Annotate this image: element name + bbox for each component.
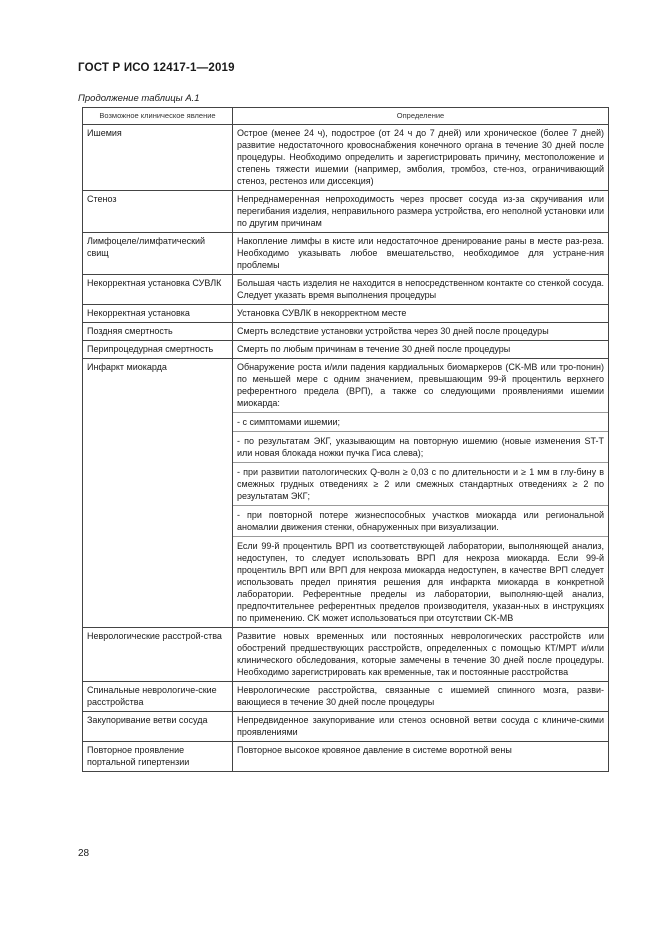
event-definition — [233, 125, 609, 191]
event-definition — [233, 359, 609, 628]
clinical-events-table — [82, 107, 609, 772]
definition-paragraph: Накопление лимфы в кисте или недостаточное дренирование раны в месте раз-реза. Необходимо указывать любое вмешательство, необходимое для устране-ния проблемы — [237, 236, 604, 270]
table-header-row — [83, 108, 609, 125]
table-row — [83, 125, 609, 191]
event-term: Поздняя смертность — [83, 323, 233, 341]
event-term: Спинальные неврологиче-ские расстройства — [83, 682, 233, 712]
event-term: Стеноз — [83, 191, 233, 233]
event-definition — [233, 323, 609, 341]
document-header: ГОСТ Р ИСО 12417-1—2019 — [78, 62, 235, 74]
page-number: 28 — [78, 848, 90, 859]
table-row — [83, 359, 609, 628]
event-term: Закупоривание ветви сосуда — [83, 712, 233, 742]
event-definition — [233, 682, 609, 712]
event-term: Повторное проявление портальной гипертензии — [83, 742, 233, 772]
definition-paragraph: Большая часть изделия не находится в непосредственном контакте со стенкой сосуда. Следует указать время выполнения процедуры — [237, 278, 604, 300]
event-term: Некорректная установка — [83, 305, 233, 323]
event-definition — [233, 233, 609, 275]
definition-paragraph: Непреднамеренная непроходимость через просвет сосуда из-за скручивания или перегибания изделия, неправильного размера устройства, его неполной установки или по другим причинам — [237, 194, 604, 228]
table-body — [83, 125, 609, 772]
definition-paragraph: - при повторной потере жизнеспособных участков миокарда или региональной аномалии движения стенки, обнаруженных при визуализации. — [237, 510, 604, 532]
definition-paragraph: - при развитии патологических Q-волн ≥ 0,03 с по длительности и ≥ 1 мм в глу-бину в смежных грудных отведениях ≥ 2 или смежных стандартных отведениях ≥ 2 по результатам ЭКГ; — [237, 467, 604, 501]
table-row — [83, 742, 609, 772]
table-row — [83, 275, 609, 305]
paragraph-separator — [233, 505, 608, 506]
table-row — [83, 682, 609, 712]
event-definition — [233, 712, 609, 742]
definition-paragraph: Обнаружение роста и/или падения кардиальных биомаркеров (CK-MB или тро-понин) по меньшей мере с одним значением, превышающим 99-й процентиль верхнего референтного предела (ВРП), а также со следующими проявлениями ишемии миокарда: — [237, 362, 604, 408]
table-row — [83, 628, 609, 682]
table-row — [83, 712, 609, 742]
definition-paragraph: Смерть вследствие установки устройства через 30 дней после процедуры — [237, 326, 549, 336]
definition-paragraph: Установка СУВЛК в некорректном месте — [237, 308, 407, 318]
paragraph-separator — [233, 412, 608, 413]
event-definition — [233, 275, 609, 305]
definition-paragraph: Повторное высокое кровяное давление в системе воротной вены — [237, 745, 512, 755]
definition-paragraph: Развитие новых временных или постоянных неврологических расстройств или обострений предшествующих расстройств, определенных с помощью КТ/МРТ и/или клинического обследования, которые замечены в течение 30 дней после процедуры. Необходимо зарегистрировать как временные, так и постоянные расстройства — [237, 631, 604, 677]
event-definition — [233, 191, 609, 233]
table-caption: Продолжение таблицы А.1 — [78, 93, 200, 104]
event-term: Перипроцедурная смертность — [83, 341, 233, 359]
event-definition — [233, 742, 609, 772]
definition-paragraph: - по результатам ЭКГ, указывающим на повторную ишемию (новые изменения ST-T или новая блокада ножки пучка Гиса слева); — [237, 436, 604, 458]
event-term: Неврологические расстрой-ства — [83, 628, 233, 682]
event-term: Ишемия — [83, 125, 233, 191]
event-definition — [233, 628, 609, 682]
event-term: Инфаркт миокарда — [83, 359, 233, 628]
definition-paragraph: Если 99-й процентиль ВРП из соответствующей лаборатории, выполняющей анализ, недоступен, то следует использовать ВРП для некроза миокарда. Если 99-й процентиль ВРП или ВРП для некроза миокарда недоступен, в качестве ВРП следует использовать предел принятия решения для инфаркта миокарда в конкретной лаборатории. Референтные пределы из лаборатории, выполняю-щей анализ, предпочтительнее референтных пределов производителя, указан-ных в инструкциях по применению. CK может использоваться при отсутствии CK-MB — [237, 541, 604, 623]
table-row — [83, 305, 609, 323]
definition-paragraph: Непредвиденное закупоривание или стеноз основной ветви сосуда с клиниче-скими проявлениями — [237, 715, 604, 737]
definition-paragraph: Острое (менее 24 ч), подострое (от 24 ч до 7 дней) или хроническое (более 7 дней) развитие недостаточного кровоснабжения конечного органа в течение 30 дней после процедуры. Необходимо определить и зарегистрировать причину, местоположение и степень тяжести ишемии (например, эмболия, тромбоз, сте-ноз, ограничивающий стеноз, рестеноз или диссекция) — [237, 128, 604, 186]
event-term: Некорректная установка СУВЛК — [83, 275, 233, 305]
definition-paragraph: - с симптомами ишемии; — [237, 417, 341, 427]
event-definition — [233, 341, 609, 359]
paragraph-separator — [233, 431, 608, 432]
column-header-definition: Определение — [233, 108, 609, 125]
paragraph-separator — [233, 536, 608, 537]
event-term: Лимфоцеле/лимфатический свищ — [83, 233, 233, 275]
definition-paragraph: Неврологические расстройства, связанные с ишемией спинного мозга, разви-вающиеся в течение 30 дней после процедуры — [237, 685, 604, 707]
paragraph-separator — [233, 462, 608, 463]
table-row — [83, 191, 609, 233]
column-header-event: Возможное клиническое явление — [83, 108, 233, 125]
event-definition — [233, 305, 609, 323]
table-row — [83, 233, 609, 275]
table-row — [83, 341, 609, 359]
definition-paragraph: Смерть по любым причинам в течение 30 дней после процедуры — [237, 344, 511, 354]
table-row — [83, 323, 609, 341]
